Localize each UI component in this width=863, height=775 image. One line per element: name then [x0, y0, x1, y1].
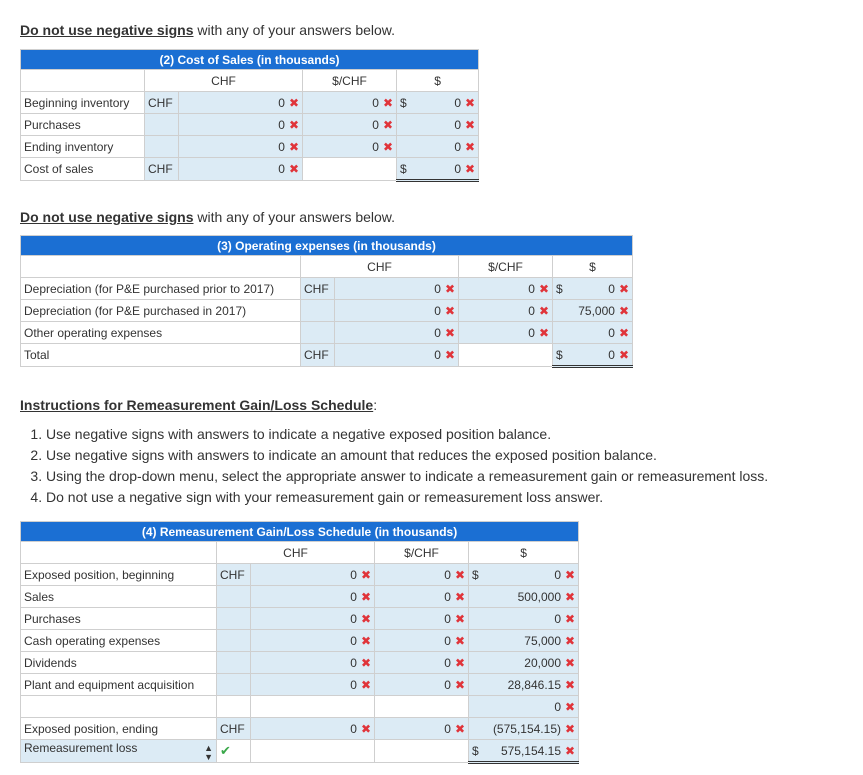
wrong-icon: ✖	[618, 303, 629, 318]
select-arrows-icon: ▲ ▼	[204, 742, 213, 762]
wrong-icon: ✖	[454, 611, 465, 626]
col-usd: $	[397, 70, 479, 92]
list-item: 3. Using the drop-down menu, select the appropriate answer to indicate a remeasurement gain or remeasurement loss.	[46, 466, 768, 487]
usd-input[interactable]: $ 0 ✖	[553, 344, 633, 367]
usd-input[interactable]: (575,154.15) ✖	[469, 718, 579, 740]
rate-input[interactable]: 0 ✖	[375, 652, 469, 674]
table-row	[21, 114, 479, 136]
instructions-title: Instructions for Remeasurement Gain/Loss Schedule	[20, 397, 374, 413]
currency-prefix: CHF	[145, 92, 179, 114]
wrong-icon: ✖	[360, 721, 371, 736]
table-row	[21, 278, 633, 300]
col-rate: $/CHF	[459, 256, 553, 278]
chf-input[interactable]: 0 ✖	[179, 114, 303, 136]
wrong-icon: ✖	[565, 699, 576, 714]
row-label: Cost of sales	[21, 158, 145, 181]
col-chf: CHF	[301, 256, 459, 278]
wrong-icon: ✖	[360, 633, 371, 648]
rate-input[interactable]: 0 ✖	[459, 322, 553, 344]
currency-prefix: CHF	[145, 158, 179, 181]
row-label: Purchases	[21, 114, 145, 136]
col-chf: CHF	[217, 542, 375, 564]
wrong-icon: ✖	[465, 117, 476, 132]
wrong-icon: ✖	[565, 567, 576, 582]
wrong-icon: ✖	[565, 677, 576, 692]
note-bold: Do not use negative signs	[20, 209, 194, 225]
rate-input[interactable]: 0 ✖	[375, 608, 469, 630]
table-row	[21, 300, 633, 322]
wrong-icon: ✖	[465, 161, 476, 176]
currency-prefix: CHF	[217, 718, 251, 740]
usd-input[interactable]: 0 ✖	[397, 114, 479, 136]
wrong-icon: ✖	[538, 281, 549, 296]
note-bold: Do not use negative signs	[20, 22, 194, 38]
usd-input[interactable]: 0 ✖	[397, 136, 479, 158]
negative-signs-note-1	[20, 22, 395, 38]
remeasurement-table	[20, 521, 579, 764]
usd-input[interactable]: $ 0 ✖	[469, 564, 579, 586]
wrong-icon: ✖	[465, 139, 476, 154]
chf-input[interactable]: 0 ✖	[251, 630, 375, 652]
rate-input[interactable]: 0 ✖	[459, 278, 553, 300]
table-row	[21, 608, 579, 630]
row-label: Exposed position, ending	[21, 718, 217, 740]
usd-input[interactable]: 0 ✖	[469, 608, 579, 630]
rate-input[interactable]: 0 ✖	[375, 674, 469, 696]
list-item: 4. Do not use a negative sign with your remeasurement gain or remeasurement loss answer.	[46, 487, 768, 508]
wrong-icon: ✖	[538, 303, 549, 318]
table-row	[21, 586, 579, 608]
wrong-icon: ✖	[565, 721, 576, 736]
chf-input[interactable]: 0 ✖	[335, 278, 459, 300]
table-row	[21, 136, 479, 158]
rate-input[interactable]: 0 ✖	[459, 300, 553, 322]
list-item: 2. Use negative signs with answers to indicate an amount that reduces the exposed position balance.	[46, 445, 768, 466]
table-row	[21, 740, 579, 763]
wrong-icon: ✖	[360, 677, 371, 692]
wrong-icon: ✖	[618, 325, 629, 340]
wrong-icon: ✖	[454, 589, 465, 604]
chf-input[interactable]: 0 ✖	[251, 608, 375, 630]
wrong-icon: ✖	[454, 677, 465, 692]
wrong-icon: ✖	[565, 611, 576, 626]
row-label: Beginning inventory	[21, 92, 145, 114]
row-label: Dividends	[21, 652, 217, 674]
chf-input[interactable]: 0 ✖	[251, 652, 375, 674]
table-row	[21, 674, 579, 696]
operating-expenses-title: (3) Operating expenses (in thousands)	[21, 236, 633, 256]
usd-input[interactable]: 75,000 ✖	[469, 630, 579, 652]
chf-input[interactable]: 0 ✖	[179, 158, 303, 181]
wrong-icon: ✖	[454, 633, 465, 648]
table-row	[21, 158, 479, 181]
chf-input[interactable]: 0 ✖	[251, 674, 375, 696]
row-label: Plant and equipment acquisition	[21, 674, 217, 696]
operating-expenses-table	[20, 235, 633, 368]
wrong-icon: ✖	[565, 743, 576, 758]
wrong-icon: ✖	[444, 348, 455, 362]
table-row	[21, 652, 579, 674]
chf-input[interactable]: 0 ✖	[179, 136, 303, 158]
chf-input[interactable]: 0 ✖	[251, 718, 375, 740]
usd-input[interactable]: $ 0 ✖	[397, 92, 479, 114]
row-label: Cash operating expenses	[21, 630, 217, 652]
instructions-list	[28, 424, 768, 508]
wrong-icon: ✖	[360, 655, 371, 670]
wrong-icon: ✖	[382, 95, 393, 110]
usd-input[interactable]: $ 575,154.15 ✖	[469, 740, 579, 763]
table-row	[21, 718, 579, 740]
wrong-icon: ✖	[382, 139, 393, 154]
chf-input[interactable]: 0 ✖	[335, 344, 459, 367]
rate-input[interactable]: 0 ✖	[303, 136, 397, 158]
wrong-icon: ✖	[618, 347, 629, 362]
row-label: Depreciation (for P&E purchased prior to 2017)	[21, 278, 301, 300]
wrong-icon: ✖	[618, 281, 629, 296]
rate-input[interactable]: 0 ✖	[375, 630, 469, 652]
chf-input[interactable]: 0 ✖	[335, 300, 459, 322]
table-row	[21, 92, 479, 114]
wrong-icon: ✖	[360, 567, 371, 582]
chf-input[interactable]: 0 ✖	[179, 92, 303, 114]
col-rate: $/CHF	[303, 70, 397, 92]
gain-loss-select[interactable]: Remeasurement loss ▲ ▼	[21, 740, 217, 763]
currency-prefix: CHF	[301, 278, 335, 300]
table-row	[21, 630, 579, 652]
usd-input[interactable]: 20,000 ✖	[469, 652, 579, 674]
instructions	[20, 397, 377, 413]
wrong-icon: ✖	[454, 567, 465, 582]
note-rest: with any of your answers below.	[193, 209, 396, 225]
usd-input[interactable]: 75,000 ✖	[553, 300, 633, 322]
list-item: 1. Use negative signs with answers to indicate a negative exposed position balance.	[46, 424, 768, 445]
wrong-icon: ✖	[454, 721, 465, 736]
wrong-icon: ✖	[565, 655, 576, 670]
row-label: Total	[21, 344, 301, 367]
table-row	[21, 696, 579, 718]
row-label: Depreciation (for P&E purchased in 2017)	[21, 300, 301, 322]
cost-of-sales-table	[20, 49, 479, 182]
usd-input[interactable]: $ 0 ✖	[553, 278, 633, 300]
col-usd: $	[469, 542, 579, 564]
chf-input[interactable]: 0 ✖	[335, 322, 459, 344]
currency-prefix: CHF	[301, 344, 335, 367]
wrong-icon: ✖	[288, 95, 299, 110]
usd-input[interactable]: $ 0 ✖	[397, 158, 479, 181]
wrong-icon: ✖	[288, 117, 299, 132]
rate-input[interactable]: 0 ✖	[375, 586, 469, 608]
negative-signs-note-2	[20, 209, 395, 225]
row-label: Purchases	[21, 608, 217, 630]
wrong-icon: ✖	[444, 303, 455, 318]
usd-input[interactable]: 500,000 ✖	[469, 586, 579, 608]
cost-of-sales-title: (2) Cost of Sales (in thousands)	[21, 50, 479, 70]
rate-input[interactable]: 0 ✖	[375, 718, 469, 740]
wrong-icon: ✖	[360, 589, 371, 604]
wrong-icon: ✖	[454, 655, 465, 670]
wrong-icon: ✖	[360, 611, 371, 626]
currency-prefix: CHF	[217, 564, 251, 586]
row-label: Exposed position, beginning	[21, 564, 217, 586]
chf-input[interactable]: 0 ✖	[251, 586, 375, 608]
row-label: Sales	[21, 586, 217, 608]
remeasurement-title: (4) Remeasurement Gain/Loss Schedule (in thousands)	[21, 522, 579, 542]
rate-input[interactable]: 0 ✖	[375, 564, 469, 586]
wrong-icon: ✖	[565, 589, 576, 604]
rate-input[interactable]: 0 ✖	[303, 92, 397, 114]
note-rest: with any of your answers below.	[193, 22, 396, 38]
wrong-icon: ✖	[288, 162, 299, 176]
col-usd: $	[553, 256, 633, 278]
wrong-icon: ✖	[288, 139, 299, 154]
correct-icon: ✔	[220, 743, 231, 758]
col-rate: $/CHF	[375, 542, 469, 564]
wrong-icon: ✖	[382, 117, 393, 132]
row-label: Ending inventory	[21, 136, 145, 158]
row-label: Other operating expenses	[21, 322, 301, 344]
table-row	[21, 322, 633, 344]
col-chf: CHF	[145, 70, 303, 92]
wrong-icon: ✖	[465, 95, 476, 110]
wrong-icon: ✖	[444, 281, 455, 296]
rate-input[interactable]: 0 ✖	[303, 114, 397, 136]
wrong-icon: ✖	[565, 633, 576, 648]
usd-input[interactable]: 28,846.15 ✖	[469, 674, 579, 696]
table-row	[21, 344, 633, 367]
usd-input[interactable]: 0 ✖	[469, 696, 579, 718]
wrong-icon: ✖	[444, 325, 455, 340]
wrong-icon: ✖	[538, 325, 549, 340]
usd-input[interactable]: 0 ✖	[553, 322, 633, 344]
instructions-colon: :	[373, 397, 378, 413]
chf-input[interactable]: 0 ✖	[251, 564, 375, 586]
table-row	[21, 564, 579, 586]
